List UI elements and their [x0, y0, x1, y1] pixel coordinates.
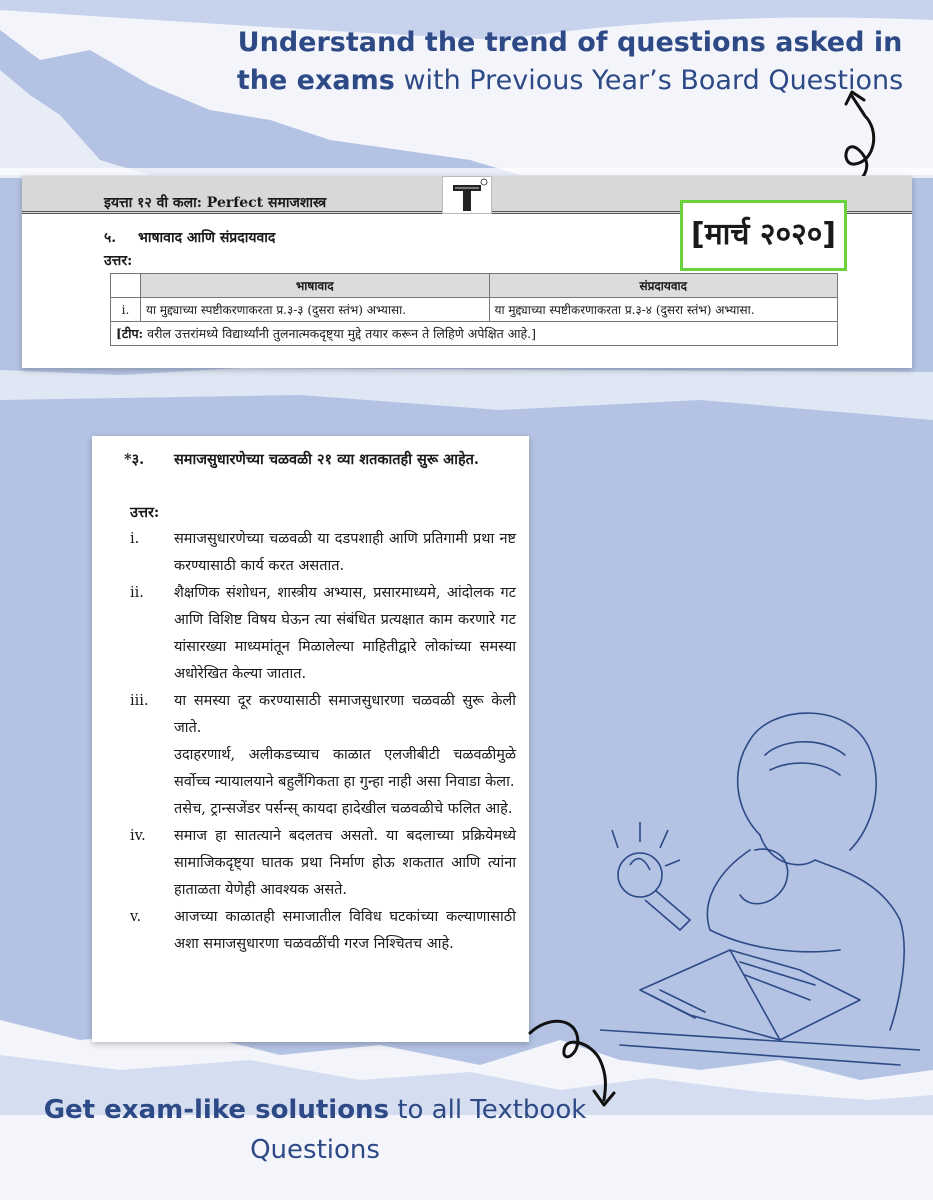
headline-top: [230, 24, 910, 100]
note-label: [टीप:: [116, 326, 144, 341]
item-text: उदाहरणार्थ, अलीकडच्याच काळात एलजीबीटी चळवळीमुळे सर्वोच्च न्यायालयाने बहुलैंगिकता हा गुन्हा नाही असा निवाडा केला.: [174, 747, 516, 790]
question-text: भाषावाद आणि संप्रदायवाद: [138, 230, 276, 246]
item-number: iv.: [130, 828, 146, 844]
table-row-index: i.: [111, 298, 141, 322]
headline-bottom: [20, 1090, 610, 1170]
table-cell: या मुद्द्याच्या स्पष्टीकरणाकरता प्र.३-४ (दुसरा स्तंभ) अभ्यासा.: [489, 298, 838, 322]
student-reading-illustration: [600, 700, 920, 1080]
item-text: या समस्या दूर करण्यासाठी समाजसुधारणा चळवळी सुरू केली जाते.: [174, 693, 516, 736]
target-logo-icon: [443, 177, 491, 213]
headline-bottom-regular: to all Textbook Questions: [250, 1095, 587, 1165]
headline-bold-2: the exams: [236, 65, 395, 96]
list-item: [130, 823, 516, 904]
question-number: *३.: [124, 451, 145, 468]
book-header-title: इयत्ता १२ वी कला: Perfect समाजशास्त्र: [104, 195, 327, 211]
item-number: iii.: [130, 693, 149, 709]
publisher-logo: [442, 176, 492, 214]
headline-bold-1: Understand the trend of questions asked in: [237, 27, 903, 58]
answer-list: [130, 526, 516, 958]
textbook-solution-excerpt: [92, 436, 529, 1042]
item-number: ii.: [130, 585, 144, 601]
item-text: समाजसुधारणेच्या चळवळी या दडपशाही आणि प्रतिगामी प्रथा नष्ट करण्यासाठी कार्य करत असतात.: [174, 531, 516, 574]
table-cell: या मुद्द्याच्या स्पष्टीकरणाकरता प्र.३-३ (दुसरा स्तंभ) अभ्यासा.: [141, 298, 490, 322]
item-text: समाज हा सातत्याने बदलतच असतो. या बदलाच्या प्रक्रियेमध्ये सामाजिकदृष्ट्या घातक प्रथा निर्माण होऊ शकतात आणि त्यांना हाताळता येणेही आवश्यक असते.: [174, 828, 516, 898]
list-item: [130, 526, 516, 580]
list-item: [130, 688, 516, 823]
answer-label: उत्तर:: [130, 504, 160, 521]
table-header-row: [111, 274, 838, 298]
table-header: संप्रदायवाद: [489, 274, 838, 298]
exam-year-tag: [मार्च २०२०]: [680, 200, 847, 271]
table-note: [111, 322, 838, 346]
previous-year-question-excerpt: [22, 176, 912, 368]
question-heading: [124, 446, 516, 473]
table-header: भाषावाद: [141, 274, 490, 298]
headline-regular: with Previous Year’s Board Questions: [403, 65, 904, 96]
headline-bottom-bold: Get exam-like solutions: [43, 1095, 390, 1125]
table-note-row: [111, 322, 838, 346]
table-corner-cell: [111, 274, 141, 298]
question-heading: [104, 228, 275, 247]
comparison-table: [110, 273, 838, 346]
item-text: शैक्षणिक संशोधन, शास्त्रीय अभ्यास, प्रसारमाध्यमे, आंदोलक गट आणि विशिष्ट विषय घेऊन त्या संबंधित प्रत्यक्षात काम करणारे गट यांसारख्या माध्यमांतून मिळालेल्या माहितीद्वारे लोकांच्या समस्या अधोरेखित केल्या जातात.: [174, 585, 516, 682]
item-number: i.: [130, 531, 140, 547]
list-item: [130, 904, 516, 958]
question-number: ५.: [104, 230, 117, 246]
note-text: वरील उत्तरांमध्ये विद्यार्थ्यांनी तुलनात्मकदृष्ट्या मुद्दे तयार करून ते लिहिणे अपेक्षित आहे.]: [147, 326, 536, 341]
question-text: समाजसुधारणेच्या चळवळी २१ व्या शतकातही सुरू आहेत.: [174, 451, 479, 468]
item-text: तसेच, ट्रान्सजेंडर पर्सन्स् कायदा हादेखील चळवळीचे फलित आहे.: [174, 801, 513, 817]
item-number: v.: [130, 909, 142, 925]
table-row: [111, 298, 838, 322]
answer-label: उत्तर:: [104, 253, 133, 269]
list-item: [130, 580, 516, 688]
item-text: आजच्या काळातही समाजातील विविध घटकांच्या कल्याणासाठी अशा समाजसुधारणा चळवळींची गरज निश्चितच आहे.: [174, 909, 516, 952]
